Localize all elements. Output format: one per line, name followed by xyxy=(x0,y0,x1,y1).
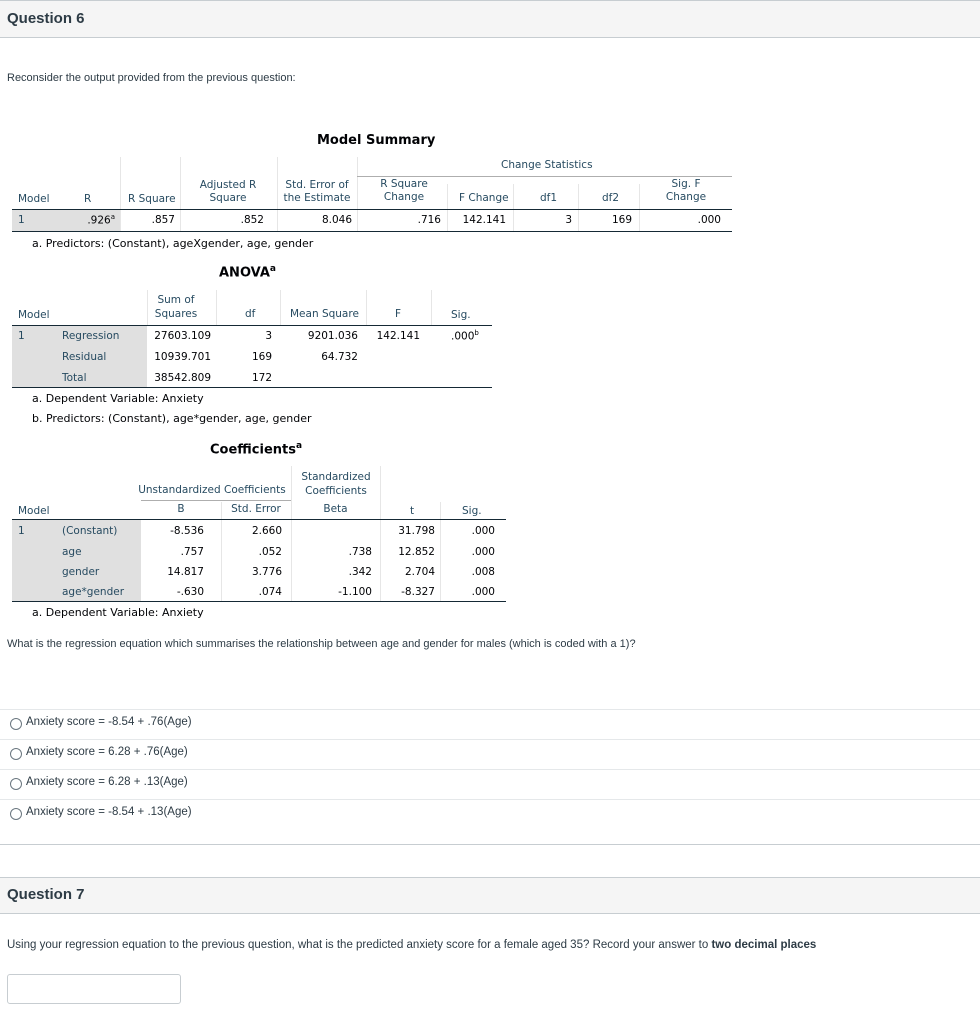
coefficients-title-sup: a xyxy=(295,441,303,451)
coef-header-sig: Sig. xyxy=(462,505,482,517)
ms-header-stderr-2: the Estimate xyxy=(283,192,351,204)
model-summary-title: Model Summary xyxy=(317,133,436,148)
ms-header-r-square: R Square xyxy=(128,193,176,205)
coef-row-beta: -1.100 xyxy=(338,586,372,598)
anova-row-label: Residual xyxy=(62,351,107,363)
question-divider xyxy=(0,844,980,845)
ms-row-model: 1 xyxy=(18,214,25,226)
coef-row-beta: .342 xyxy=(348,566,372,578)
anova-row-ss: 10939.701 xyxy=(154,351,211,363)
coef-header-t: t xyxy=(410,505,415,517)
ms-header-adj-2: Square xyxy=(209,192,247,204)
ms-header-r: R xyxy=(84,193,92,205)
anova-row-sig-sup: b xyxy=(474,329,479,337)
coef-row-b: -.630 xyxy=(176,586,204,598)
radio-button[interactable] xyxy=(10,778,22,790)
ms-header-sig-f-change xyxy=(650,178,722,204)
ms-row-df2: 169 xyxy=(611,214,632,226)
answer-input[interactable] xyxy=(7,974,181,1004)
ms-header-df1: df1 xyxy=(540,192,558,204)
coef-header-std-1: Standardized xyxy=(301,471,371,483)
coef-row-sig: .008 xyxy=(471,566,495,578)
ms-header-adj-r-square xyxy=(190,179,266,205)
coef-header-std xyxy=(292,470,380,498)
coef-row-t: 12.852 xyxy=(398,546,435,558)
coef-row-t: 2.704 xyxy=(404,566,435,578)
coef-row-se: .052 xyxy=(258,546,282,558)
coef-row-sig: .000 xyxy=(471,546,495,558)
coef-model-num: 1 xyxy=(18,525,25,537)
ms-header-f-change: F Change xyxy=(459,192,509,204)
ms-header-df2: df2 xyxy=(602,192,620,204)
question-7-text xyxy=(7,939,816,951)
answer-option-label: Anxiety score = -8.54 + .13(Age) xyxy=(26,806,192,818)
ms-header-r-sq-change xyxy=(366,178,442,204)
coef-row-se: .074 xyxy=(258,586,282,598)
question-6-text: What is the regression equation which summarises the relationship between age and gender for males (which is coded with a 1)? xyxy=(7,638,636,650)
coef-row-t: -8.327 xyxy=(401,586,435,598)
change-statistics-header: Change Statistics xyxy=(501,159,593,171)
ms-row-std-err: 8.046 xyxy=(321,214,352,226)
answer-option-label: Anxiety score = -8.54 + .76(Age) xyxy=(26,716,192,728)
anova-row-label: Total xyxy=(62,372,87,384)
coef-row-se: 3.776 xyxy=(251,566,282,578)
answer-option-2[interactable] xyxy=(0,739,980,769)
question-intro: Reconsider the output provided from the previous question: xyxy=(7,72,296,84)
coef-row-label: age xyxy=(62,546,82,558)
anova-row-df: 172 xyxy=(251,372,272,384)
coef-row-sig: .000 xyxy=(471,525,495,537)
coef-row-label: age*gender xyxy=(62,586,125,598)
answer-option-3[interactable] xyxy=(0,769,980,799)
anova-header-ss xyxy=(148,293,204,321)
coef-header-unstd: Unstandardized Coefficients xyxy=(138,484,286,496)
radio-button[interactable] xyxy=(10,808,22,820)
question-7-text-main: Using your regression equation to the previous question, what is the predicted anxiety score for a female aged 35? Record your answer to xyxy=(7,939,712,951)
anova-footnote-a: a. Dependent Variable: Anxiety xyxy=(32,392,204,405)
question-6-title: Question 6 xyxy=(7,10,85,27)
ms-row-r-sup: a xyxy=(110,213,115,221)
coef-row-b: 14.817 xyxy=(167,566,204,578)
answer-option-4[interactable] xyxy=(0,799,980,830)
coef-header-std-2: Coefficients xyxy=(305,485,367,497)
coef-header-beta: Beta xyxy=(323,503,348,515)
coef-row-t: 31.798 xyxy=(398,525,435,537)
ms-row-r-square: .857 xyxy=(151,214,175,226)
anova-row-f: 142.141 xyxy=(376,330,420,342)
ms-row-sig-f: .000 xyxy=(697,214,721,226)
coef-header-std-err: Std. Error xyxy=(231,503,281,515)
ms-header-rsqc-2: Change xyxy=(383,191,425,203)
anova-header-ms: Mean Square xyxy=(290,308,359,320)
ms-header-adj-1: Adjusted R xyxy=(199,179,257,191)
coef-row-b: .757 xyxy=(180,546,204,558)
ms-header-stderr-1: Std. Error of xyxy=(285,179,349,191)
anova-row-df: 3 xyxy=(265,330,272,342)
coef-header-model: Model xyxy=(18,505,50,517)
coefficients-title-text: Coefficients xyxy=(210,442,296,458)
anova-row-ms: 64.732 xyxy=(321,351,358,363)
answer-option-label: Anxiety score = 6.28 + .76(Age) xyxy=(26,746,188,758)
anova-header-f: F xyxy=(395,308,402,320)
anova-header-sig: Sig. xyxy=(451,309,471,321)
anova-row-sig-value: .000 xyxy=(451,330,475,343)
ms-row-adj-r-square: .852 xyxy=(240,214,264,226)
radio-button[interactable] xyxy=(10,718,22,730)
coefficients-title xyxy=(210,441,302,457)
coef-row-sig: .000 xyxy=(471,586,495,598)
answer-option-label: Anxiety score = 6.28 + .13(Age) xyxy=(26,776,188,788)
anova-title-sup: a xyxy=(269,264,276,274)
ms-footnote: a. Predictors: (Constant), ageXgender, age, gender xyxy=(32,237,314,250)
anova-title-text: ANOVA xyxy=(219,265,270,281)
ms-row-f-change: 142.141 xyxy=(462,214,506,226)
coef-footnote: a. Dependent Variable: Anxiety xyxy=(32,606,204,619)
anova-title xyxy=(219,264,276,280)
question-7-header xyxy=(0,877,980,914)
coef-header-b: B xyxy=(177,503,185,515)
question-7-text-bold: two decimal places xyxy=(711,939,817,951)
ms-header-sigf-1: Sig. F xyxy=(671,178,701,190)
anova-header-ss-2: Squares xyxy=(154,308,198,320)
anova-header-model: Model xyxy=(18,309,50,321)
ms-row-df1: 3 xyxy=(565,214,572,226)
coef-row-label: gender xyxy=(62,566,100,578)
ms-header-model: Model xyxy=(18,193,50,205)
ms-header-rsqc-1: R Square xyxy=(380,178,428,190)
anova-row-ss: 38542.809 xyxy=(154,372,211,384)
question-6-header xyxy=(0,0,980,38)
ms-row-r-value: .926 xyxy=(87,214,111,227)
ms-header-std-error xyxy=(278,179,356,205)
ms-row-r xyxy=(60,213,115,227)
anova-row-ss: 27603.109 xyxy=(154,330,211,342)
anova-row-label: Regression xyxy=(62,330,120,342)
coef-row-beta: .738 xyxy=(348,546,372,558)
anova-row-ms: 9201.036 xyxy=(307,330,358,342)
anova-footnote-b: b. Predictors: (Constant), age*gender, age, gender xyxy=(32,412,312,425)
coef-row-se: 2.660 xyxy=(251,525,282,537)
ms-row-r-sq-change: .716 xyxy=(417,214,441,226)
coef-row-label: (Constant) xyxy=(62,525,118,537)
anova-row-df: 169 xyxy=(251,351,272,363)
answer-option-1[interactable] xyxy=(0,709,980,739)
anova-row-sig xyxy=(451,329,479,343)
question-7-title: Question 7 xyxy=(7,886,85,903)
anova-header-df: df xyxy=(245,308,256,320)
ms-header-sigf-2: Change xyxy=(665,191,707,203)
coef-row-b: -8.536 xyxy=(170,525,204,537)
anova-model-num: 1 xyxy=(18,330,25,342)
anova-header-ss-1: Sum of xyxy=(157,294,195,306)
radio-button[interactable] xyxy=(10,748,22,760)
